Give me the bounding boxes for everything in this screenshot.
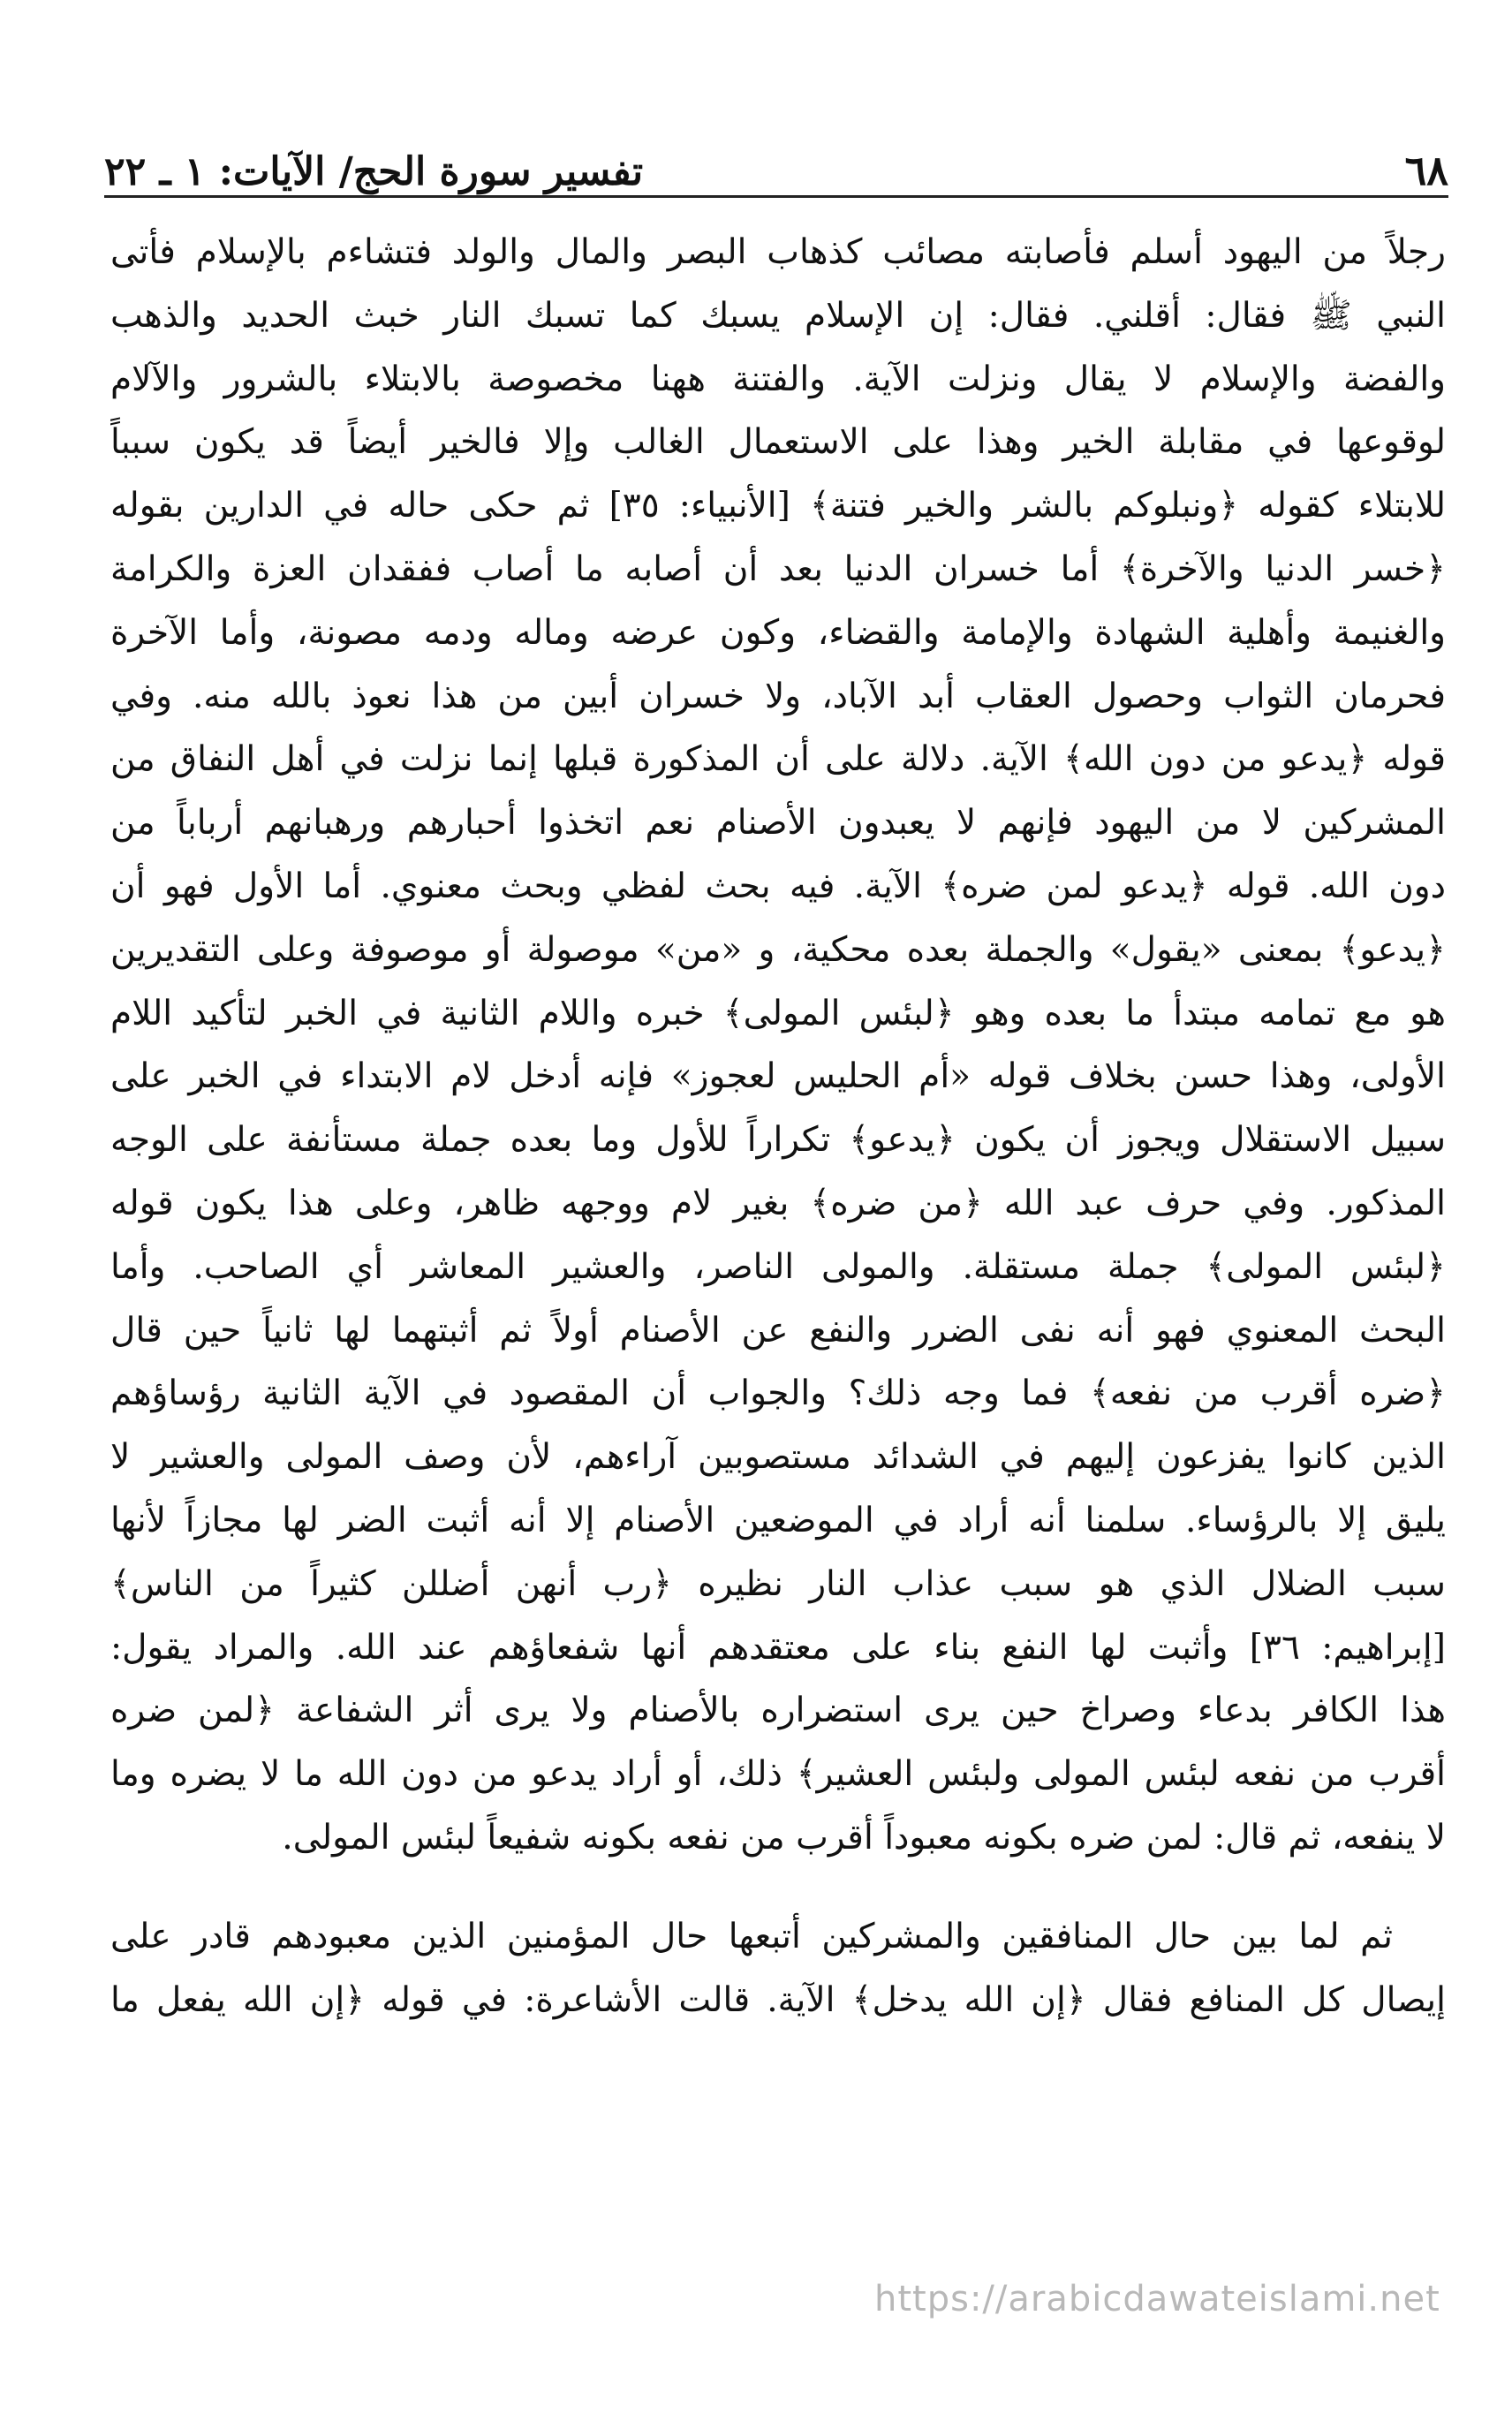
text-line: ﴿ضره أقرب من نفعه﴾ فما وجه ذلك؟ والجواب أن المقصود في الآية الثانية رؤساؤهم <box>110 1373 1446 1414</box>
text-line: إيصال كل المنافع فقال ﴿إن الله يدخل﴾ الآية. قالت الأشاعرة: في قوله ﴿إن الله يفعل ما <box>110 1979 1446 2020</box>
text-line: الأولى، وهذا حسن بخلاف قوله «أم الحليس لعجوز» فإنه أدخل لام الابتداء في الخبر على <box>110 1056 1446 1097</box>
text-line: لوقوعها في مقابلة الخير وهذا على الاستعمال الغالب وإلا فالخير أيضاً قد يكون سبباً <box>110 422 1446 463</box>
running-title: تفسير سورة الحج/ الآيات: ١ ـ ٢٢ <box>104 149 644 194</box>
text-line: النبي ﷺ فقال: أقلني. فقال: إن الإسلام يسبك كما تسبك النار خبث الحديد والذهب <box>110 295 1446 336</box>
text-line: ﴿يدعو﴾ بمعنى «يقول» والجملة بعده محكية، و «من» موصولة أو موصوفة وعلى التقديرين <box>110 929 1446 970</box>
text-line: لا ينفعه، ثم قال: لمن ضره بكونه معبوداً أقرب من نفعه بكونه شفيعاً لبئس المولى. <box>282 1817 1446 1858</box>
text-line: أقرب من نفعه لبئس المولى ولبئس العشير﴾ ذلك، أو أراد يدعو من دون الله ما لا يضره وما <box>110 1754 1446 1795</box>
text-line: رجلاً من اليهود أسلم فأصابته مصائب كذهاب البصر والمال والولد فتشاءم بالإسلام فأتى <box>110 232 1446 272</box>
paragraph-2 <box>110 1905 1446 2032</box>
text-line: ﴿لبئس المولى﴾ جملة مستقلة. والمولى الناصر، والعشير المعاشر أي الصاحب. وأما <box>110 1246 1446 1287</box>
text-line: المشركين لا من اليهود فإنهم لا يعبدون الأصنام نعم اتخذوا أحبارهم ورهبانهم أرباباً من <box>110 803 1446 844</box>
text-line: سبب الضلال الذي هو سبب عذاب النار نظيره ﴿رب أنهن أضللن كثيراً من الناس﴾ <box>110 1563 1446 1604</box>
text-line: فحرمان الثواب وحصول العقاب أبد الآباد، ولا خسران أبين من هذا نعوذ بالله منه. وفي <box>110 676 1446 716</box>
text-line: المذكور. وفي حرف عبد الله ﴿من ضره﴾ بغير لام ووجهه ظاهر، وعلى هذا يكون قوله <box>110 1183 1446 1223</box>
text-line: قوله ﴿يدعو من دون الله﴾ الآية. دلالة على أن المذكورة قبلها إنما نزلت في أهل النفاق من <box>110 739 1446 780</box>
body-text <box>110 221 1446 2032</box>
text-line: سبيل الاستقلال ويجوز أن يكون ﴿يدعو﴾ تكراراً للأول وما بعده جملة مستأنفة على الوجه <box>110 1120 1446 1161</box>
paragraph-gap <box>110 1870 1446 1905</box>
header-rule <box>104 195 1448 198</box>
page-number: ٦٨ <box>1404 147 1448 194</box>
text-line: دون الله. قوله ﴿يدعو لمن ضره﴾ الآية. فيه بحث لفظي وبحث معنوي. أما الأول فهو أن <box>110 866 1446 906</box>
text-line: هو مع تمامه مبتدأ ما بعده وهو ﴿لبئس المولى﴾ خبره واللام الثانية في الخبر لتأكيد اللام <box>110 993 1446 1033</box>
text-line: والغنيمة وأهلية الشهادة والإمامة والقضاء، وكون عرضه وماله ودمه مصونة، وأما الآخرة <box>110 612 1446 653</box>
text-line: البحث المعنوي فهو أنه نفى الضرر والنفع عن الأصنام أولاً ثم أثبتهما لها ثانياً حين قال <box>110 1310 1446 1351</box>
text-line: والفضة والإسلام لا يقال ونزلت الآية. والفتنة ههنا مخصوصة بالابتلاء بالشرور والآلام <box>110 359 1446 399</box>
text-line: الذين كانوا يفزعون إليهم في الشدائد مستصوبين آراءهم، لأن وصف المولى والعشير لا <box>110 1437 1446 1478</box>
watermark: https://arabicdawateislami.net <box>874 2279 1440 2319</box>
page-header <box>104 124 1448 194</box>
paragraph-1 <box>110 221 1446 1870</box>
text-line: ﴿خسر الدنيا والآخرة﴾ أما خسران الدنيا بعد أن أصابه ما أصاب ففقدان العزة والكرامة <box>110 549 1446 589</box>
text-line: للابتلاء كقوله ﴿ونبلوكم بالشر والخير فتنة﴾ [الأنبياء: ٣٥] ثم حكى حاله في الدارين بقوله <box>110 486 1446 526</box>
text-line: يليق إلا بالرؤساء. سلمنا أنه أراد في الموضعين الأصنام إلا أنه أثبت الضر لها مجازاً لأنها <box>110 1500 1446 1540</box>
text-line: [إبراهيم: ٣٦] وأثبت لها النفع بناء على معتقدهم أنها شفعاؤهم عند الله. والمراد يقول: <box>110 1627 1446 1668</box>
text-line: هذا الكافر بدعاء وصراخ حين يرى استضراره بالأصنام ولا يرى أثر الشفاعة ﴿لمن ضره <box>110 1691 1446 1731</box>
text-line: ثم لما بين حال المنافقين والمشركين أتبعها حال المؤمنين الذين معبودهم قادر على <box>110 1916 1393 1956</box>
